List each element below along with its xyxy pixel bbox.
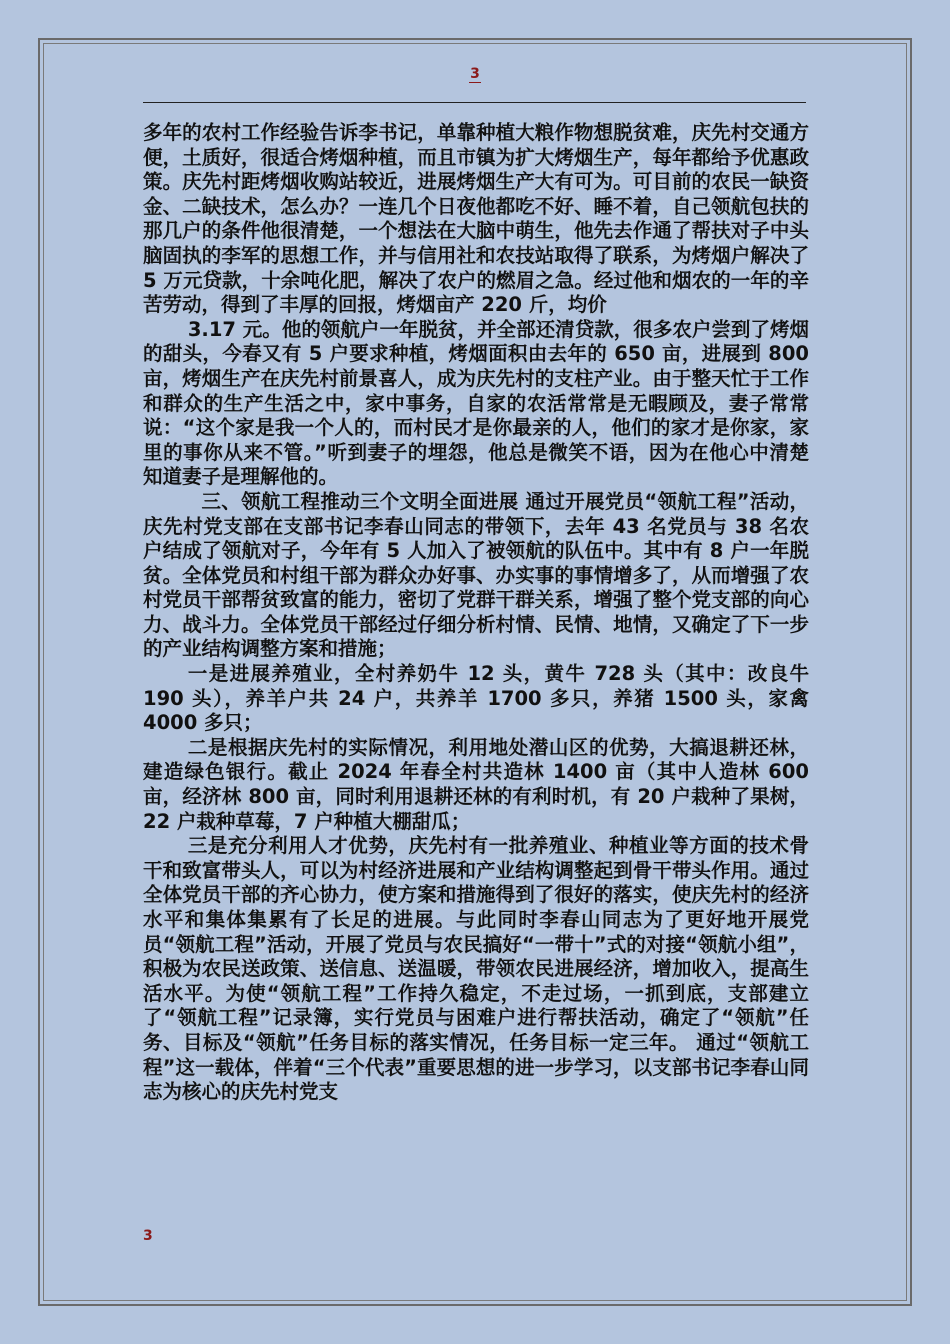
header-rule [143,102,806,103]
header-page-number-text: 3 [470,66,480,82]
paragraph-5: 二是根据庆先村的实际情况，利用地处潜山区的优势，大搞退耕还林，建造绿色银行。截止 2024 年春全村共造林 1400 亩（其中人造林 600 亩，经济林 800 亩，同时利用退耕还林的有利时机，有 20 户栽种了果树，22 户栽种草莓，7 户种植大棚甜瓜； [143,735,809,833]
paragraph-3: 三、领航工程推动三个文明全面进展 通过开展党员“领航工程”活动，庆先村党支部在支部书记李春山同志的带领下，去年 43 名党员与 38 名农户结成了领航对子，今年有 5 人加入了被领航的队伍中。其中有 8 户一年脱贫。全体党员和村组干部为群众办好事、办实事的事情增多了，从而增强了农村党员干部帮贫致富的能力，密切了党群干群关系，增强了整个党支部的向心力、战斗力。全体党员干部经过仔细分析村情、民情、地情，又确定了下一步的产业结构调整方案和措施； [143,489,809,661]
paragraph-6: 三是充分利用人才优势，庆先村有一批养殖业、种植业等方面的技术骨干和致富带头人，可以为村经济进展和产业结构调整起到骨干带头作用。通过全体党员干部的齐心协力，使方案和措施得到了很好的落实，使庆先村的经济水平和集体集累有了长足的进展。与此同时李春山同志为了更好地开展党员“领航工程”活动，开展了党员与农民搞好“一带十”式的对接“领航小组”，积极为农民送政策、送信息、送温暖，带领农民进展经济，增加收入，提高生活水平。为使“领航工程”工作持久稳定，不走过场，一抓到底，支部建立了“领航工程”记录簿，实行党员与困难户进行帮扶活动，确定了“领航”任务、目标及“领航”任务目标的落实情况，任务目标一定三年。 通过“领航工程”这一载体，伴着“三个代表”重要思想的进一步学习，以支部书记李春山同志为核心的庆先村党支 [143,834,809,1104]
body-text [143,121,809,1105]
header-page-number [0,66,950,82]
paragraph-2: 3.17 元。他的领航户一年脱贫，并全部还清贷款，很多农户尝到了烤烟的甜头，今春又有 5 户要求种植，烤烟面积由去年的 650 亩，进展到 800 亩，烤烟生产在庆先村前景喜人，成为庆先村的支柱产业。由于整天忙于工作和群众的生产生活之中，家中事务，自家的农活常常是无暇顾及，妻子常常说：“这个家是我一个人的，而村民才是你最亲的人，他们的家才是你家，家里的事你从来不管。”听到妻子的埋怨，他总是微笑不语，因为在他心中清楚知道妻子是理解他的。 [143,317,809,489]
paragraph-4: 一是进展养殖业，全村养奶牛 12 头，黄牛 728 头（其中：改良牛 190 头），养羊户共 24 户，共养羊 1700 多只，养猪 1500 头，家禽 4000 多只； [143,662,809,735]
footer-page-number: 3 [143,1228,153,1244]
paragraph-1: 多年的农村工作经验告诉李书记，单靠种植大粮作物想脱贫难，庆先村交通方便，土质好，很适合烤烟种植，而且市镇为扩大烤烟生产，每年都给予优惠政策。庆先村距烤烟收购站较近，进展烤烟生产大有可为。可目前的农民一缺资金、二缺技术，怎么办？一连几个日夜他都吃不好、睡不着，自己领航包扶的那几户的条件他很清楚，一个想法在大脑中萌生，他先去作通了帮扶对子中头脑固执的李军的思想工作，并与信用社和农技站取得了联系，为烤烟户解决了 5 万元贷款，十余吨化肥，解决了农户的燃眉之急。经过他和烟农的一年的辛苦劳动，得到了丰厚的回报，烤烟亩产 220 斤，均价 [143,121,809,317]
